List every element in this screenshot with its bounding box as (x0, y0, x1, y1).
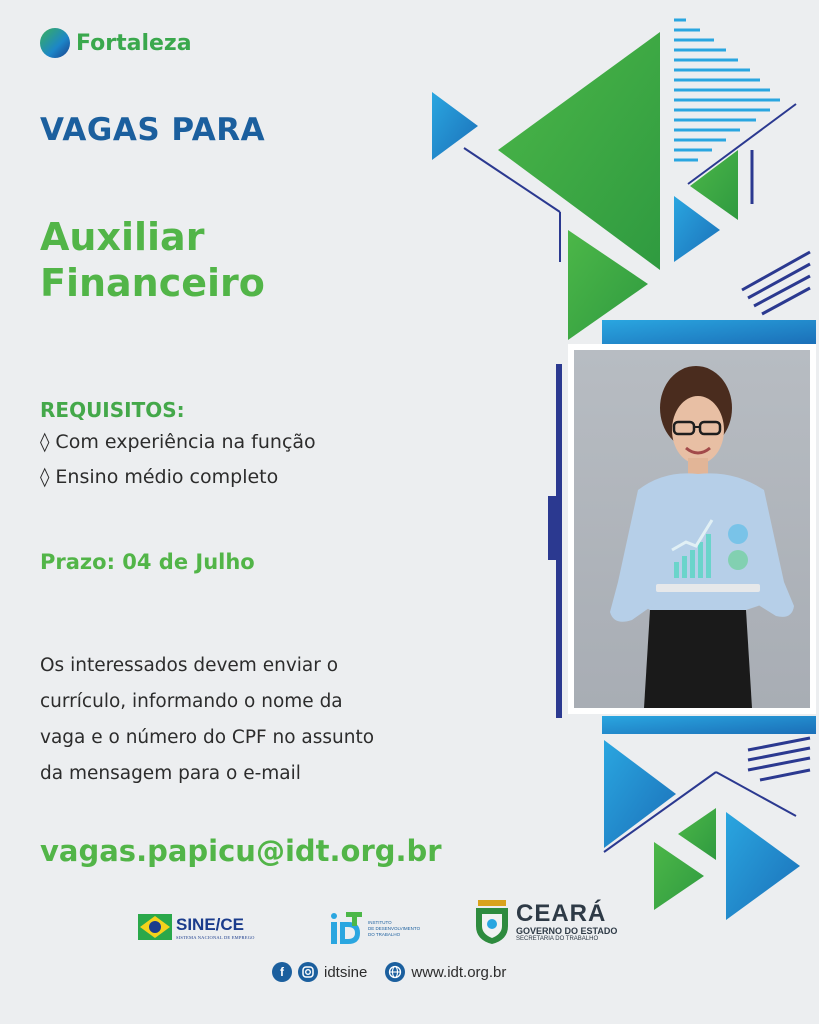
deco-triangle-blue-small (432, 92, 478, 160)
job-title-line2: Financeiro (40, 261, 265, 305)
requirement-item: ◊ Com experiência na função (40, 431, 316, 453)
ceara-secretariat: SECRETARIA DO TRABALHO (516, 936, 599, 942)
instructions-line: currículo, informando o nome da (40, 691, 343, 712)
instructions-line: vaga e o número do CPF no assunto (40, 727, 375, 748)
deco-triangle-green-bottom (654, 842, 704, 910)
deco-bar-side (556, 364, 562, 718)
deco-triangle-blue-mid (674, 196, 720, 262)
city-brand (40, 28, 192, 58)
deco-stripes-right (742, 252, 810, 314)
facebook-icon[interactable]: f (272, 962, 292, 982)
deco-line (716, 772, 796, 816)
website-link[interactable]: www.idt.org.br (411, 963, 507, 981)
instagram-icon[interactable] (298, 962, 318, 982)
deco-triangle-green-large (498, 32, 660, 270)
deco-bar-top (602, 320, 816, 344)
deco-triangle-green-bottom-small (678, 808, 716, 860)
brazil-flag-icon (138, 910, 172, 944)
ceara-government: GOVERNO DO ESTADO (516, 926, 618, 936)
job-title-line1: Auxiliar (40, 215, 205, 259)
deadline: Prazo: 04 de Julho (40, 550, 255, 574)
photo-frame (568, 344, 816, 714)
idt-mark-icon (330, 910, 364, 948)
idt-subtitle: INSTITUTO DE DESENVOLVIMENTO DO TRABALHO (368, 920, 421, 937)
deco-stripes-bottom (748, 738, 810, 780)
job-title (40, 214, 265, 306)
city-name: Fortaleza (76, 30, 192, 56)
social-handle[interactable]: idtsine (324, 963, 368, 981)
sine-subtitle: SISTEMA NACIONAL DE EMPREGO (176, 934, 255, 940)
instructions-line: Os interessados devem enviar o (40, 655, 339, 676)
instructions (40, 648, 440, 792)
person-illustration (574, 350, 810, 708)
requirements-heading: REQUISITOS: (40, 398, 185, 422)
city-dot-icon (40, 28, 70, 58)
idt-logo (330, 910, 420, 948)
requirement-item: ◊ Ensino médio completo (40, 466, 279, 488)
social-links (272, 962, 506, 982)
instructions-line: da mensagem para o e-mail (40, 763, 301, 784)
ceara-logo (474, 900, 617, 944)
globe-icon (385, 962, 405, 982)
deco-bar-bottom (602, 716, 816, 734)
ceara-seal-icon (474, 900, 510, 944)
deco-triangle-blue-bottom (604, 740, 676, 848)
headline: VAGAS PARA (40, 112, 266, 148)
deco-bar-side-accent (548, 496, 556, 560)
woman-with-tablet-photo (574, 350, 810, 708)
deco-triangle-blue-bottom-right (726, 812, 800, 920)
deco-line (688, 104, 796, 184)
ceara-name: CEARÁ (516, 900, 607, 927)
sine-logo (138, 910, 255, 944)
deco-stripes-top (674, 20, 780, 160)
email-link[interactable]: vagas.papicu@idt.org.br (40, 834, 442, 868)
sine-name: SINE/CE (176, 914, 245, 934)
